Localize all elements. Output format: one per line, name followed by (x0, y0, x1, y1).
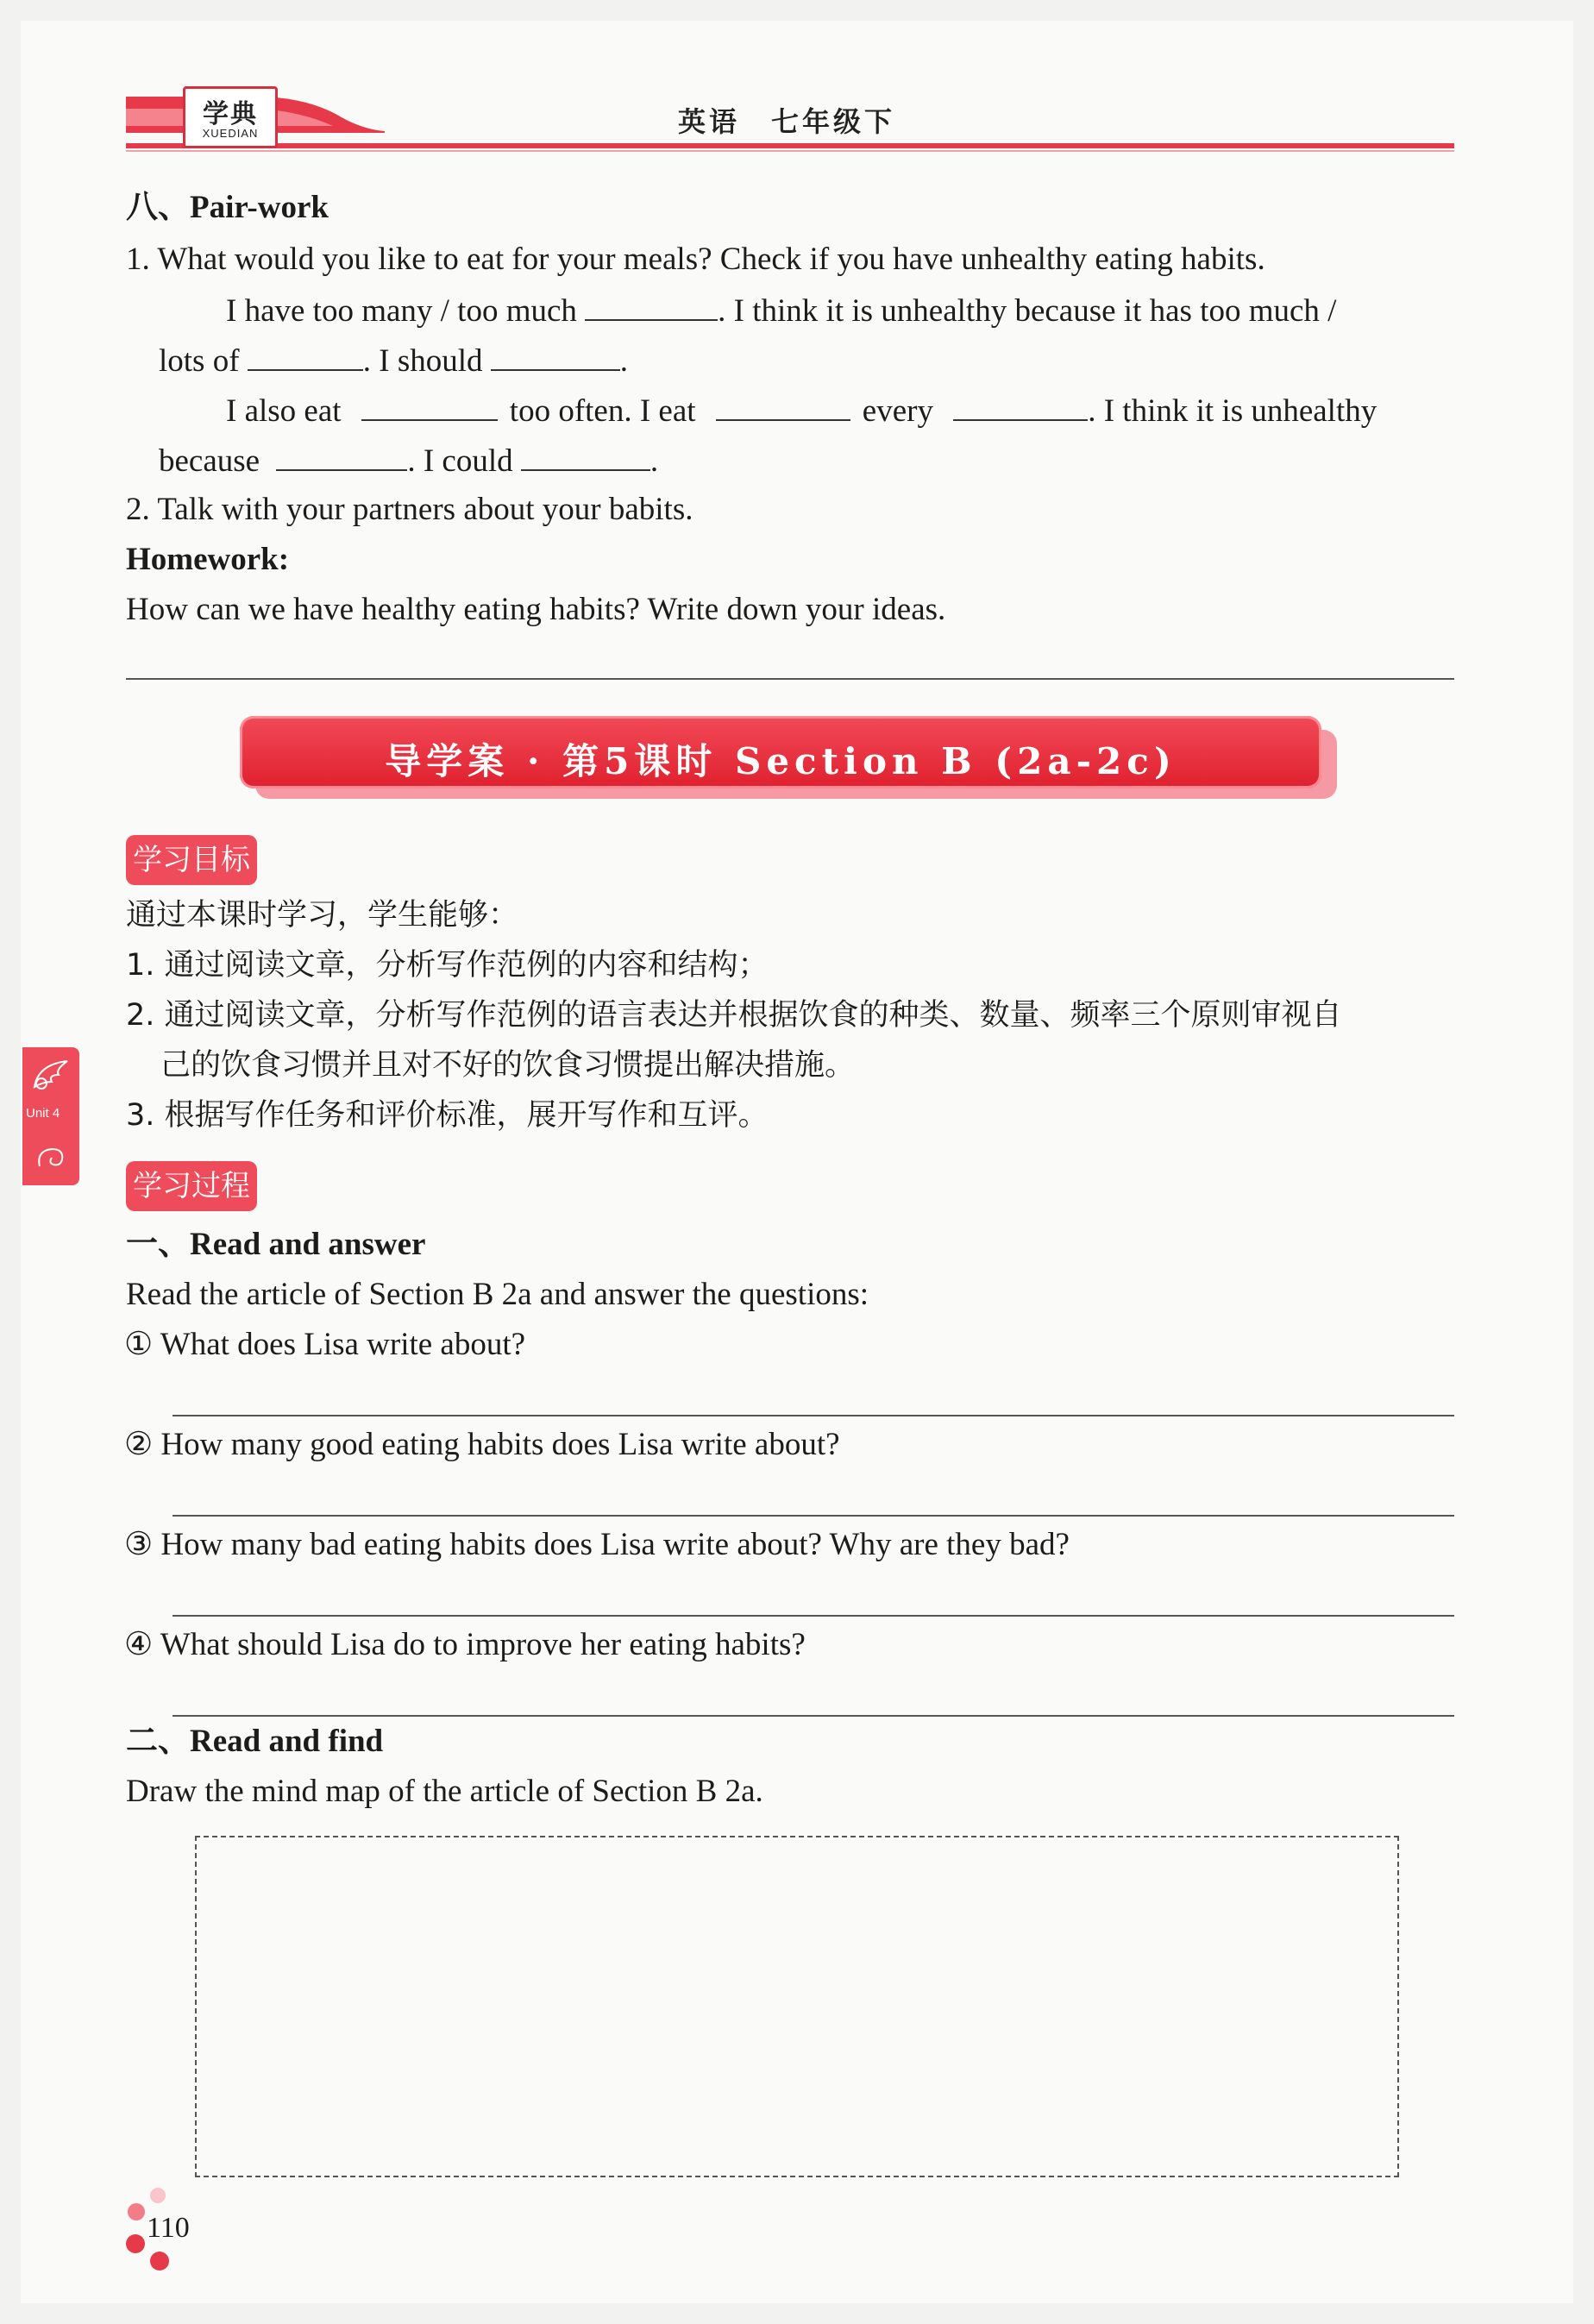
page-number: 110 (147, 2212, 190, 2244)
pair-work-q1: 1. What would you like to eat for your meals? Check if you have unhealthy eating habits. (126, 242, 1265, 277)
read-answer-title: 一、Read and answer (126, 1227, 426, 1262)
header-rule (126, 143, 1454, 148)
question-text: What does Lisa write about? (160, 1327, 526, 1362)
fill-text: . I think it is unhealthy because it has too much / (718, 293, 1337, 329)
decor-dot (126, 2234, 145, 2253)
fill-text: . I could (407, 443, 513, 479)
fill-text: . I think it is unhealthy (1088, 393, 1377, 429)
answer-blank[interactable] (953, 393, 1088, 421)
subject-title: 英语 七年级下 (678, 105, 896, 138)
question-2 (124, 1429, 840, 1460)
fill-text: . (650, 443, 659, 479)
fill-text: . (619, 343, 629, 379)
goals-intro: 通过本课时学习，学生能够： (126, 898, 519, 933)
question-number: ① (124, 1327, 154, 1362)
fill-text: lots of (159, 343, 240, 379)
answer-blank[interactable] (276, 443, 407, 471)
mind-map-box[interactable] (195, 1836, 1399, 2177)
goal-item-1: 1. 通过阅读文章，分析写作范例的内容和结构； (126, 948, 769, 983)
goal-item-2-cont: 己的饮食习惯并且对不好的饮食习惯提出解决措施。 (160, 1048, 856, 1083)
read-find-title: 二、Read and find (126, 1724, 384, 1759)
question-text: How many good eating habits does Lisa write about? (160, 1427, 840, 1462)
homework-answer-line[interactable] (126, 678, 1454, 680)
decor-dot (128, 2203, 145, 2220)
fill-line-2 (159, 343, 628, 377)
goal-item-3: 3. 根据写作任务和评价标准，展开写作和互评。 (126, 1098, 769, 1133)
banner-title: 导学案 · 第5课时 Section B (2a-2c) (385, 740, 1177, 782)
pair-work-title: 八、Pair-work (126, 190, 329, 225)
fill-text: every (862, 393, 933, 429)
read-answer-instruction: Read the article of Section B 2a and answer the questions: (126, 1277, 869, 1312)
process-tag: 学习过程 (126, 1161, 257, 1211)
question-text: How many bad eating habits does Lisa write about? Why are they bad? (160, 1527, 1070, 1562)
fill-line-4 (159, 443, 658, 477)
question-text: What should Lisa do to improve her eating habits? (160, 1627, 806, 1662)
answer-blank[interactable] (585, 293, 718, 321)
logo-text-cn: 学典 (203, 99, 258, 129)
unit-side-tab (22, 1047, 79, 1185)
answer-line[interactable] (173, 1515, 1454, 1517)
fill-text: too often. I eat (509, 393, 696, 429)
fill-text: I have too many / too much (226, 293, 577, 329)
homework-title: Homework: (126, 542, 290, 577)
answer-blank[interactable] (491, 343, 620, 371)
unit-label: Unit 4 (26, 1106, 60, 1121)
swirl-icon (35, 1142, 69, 1173)
logo-text-en: XUEDIAN (202, 127, 259, 140)
homework-text: How can we have healthy eating habits? Write down your ideas. (126, 592, 946, 627)
header-rule-light (126, 150, 1454, 152)
wing-icon (29, 1056, 72, 1097)
goals-tag: 学习目标 (126, 835, 257, 885)
section-banner (240, 716, 1321, 788)
answer-blank[interactable] (361, 393, 498, 421)
decor-dot (150, 2252, 169, 2271)
read-find-instruction: Draw the mind map of the article of Section B 2a. (126, 1774, 763, 1809)
answer-blank[interactable] (521, 443, 650, 471)
question-number: ② (124, 1427, 154, 1462)
fill-text: I also eat (226, 393, 342, 429)
answer-line[interactable] (173, 1415, 1454, 1416)
question-1 (124, 1328, 525, 1360)
answer-blank[interactable] (248, 343, 363, 371)
answer-line[interactable] (173, 1715, 1454, 1717)
logo (183, 86, 278, 148)
question-number: ④ (124, 1627, 154, 1662)
fill-line-3 (226, 393, 1377, 427)
fill-text: . I should (362, 343, 483, 379)
decor-dot (150, 2188, 166, 2203)
question-4 (124, 1629, 806, 1661)
answer-blank[interactable] (716, 393, 850, 421)
goal-item-2: 2. 通过阅读文章，分析写作范例的语言表达并根据饮食的种类、数量、频率三个原则审视自 (126, 998, 1342, 1033)
fill-text: because (159, 443, 260, 479)
question-3 (124, 1529, 1070, 1561)
fill-line-1 (226, 293, 1336, 327)
answer-line[interactable] (173, 1615, 1454, 1617)
pair-work-q2: 2. Talk with your partners about your babits. (126, 492, 693, 527)
question-number: ③ (124, 1527, 154, 1562)
